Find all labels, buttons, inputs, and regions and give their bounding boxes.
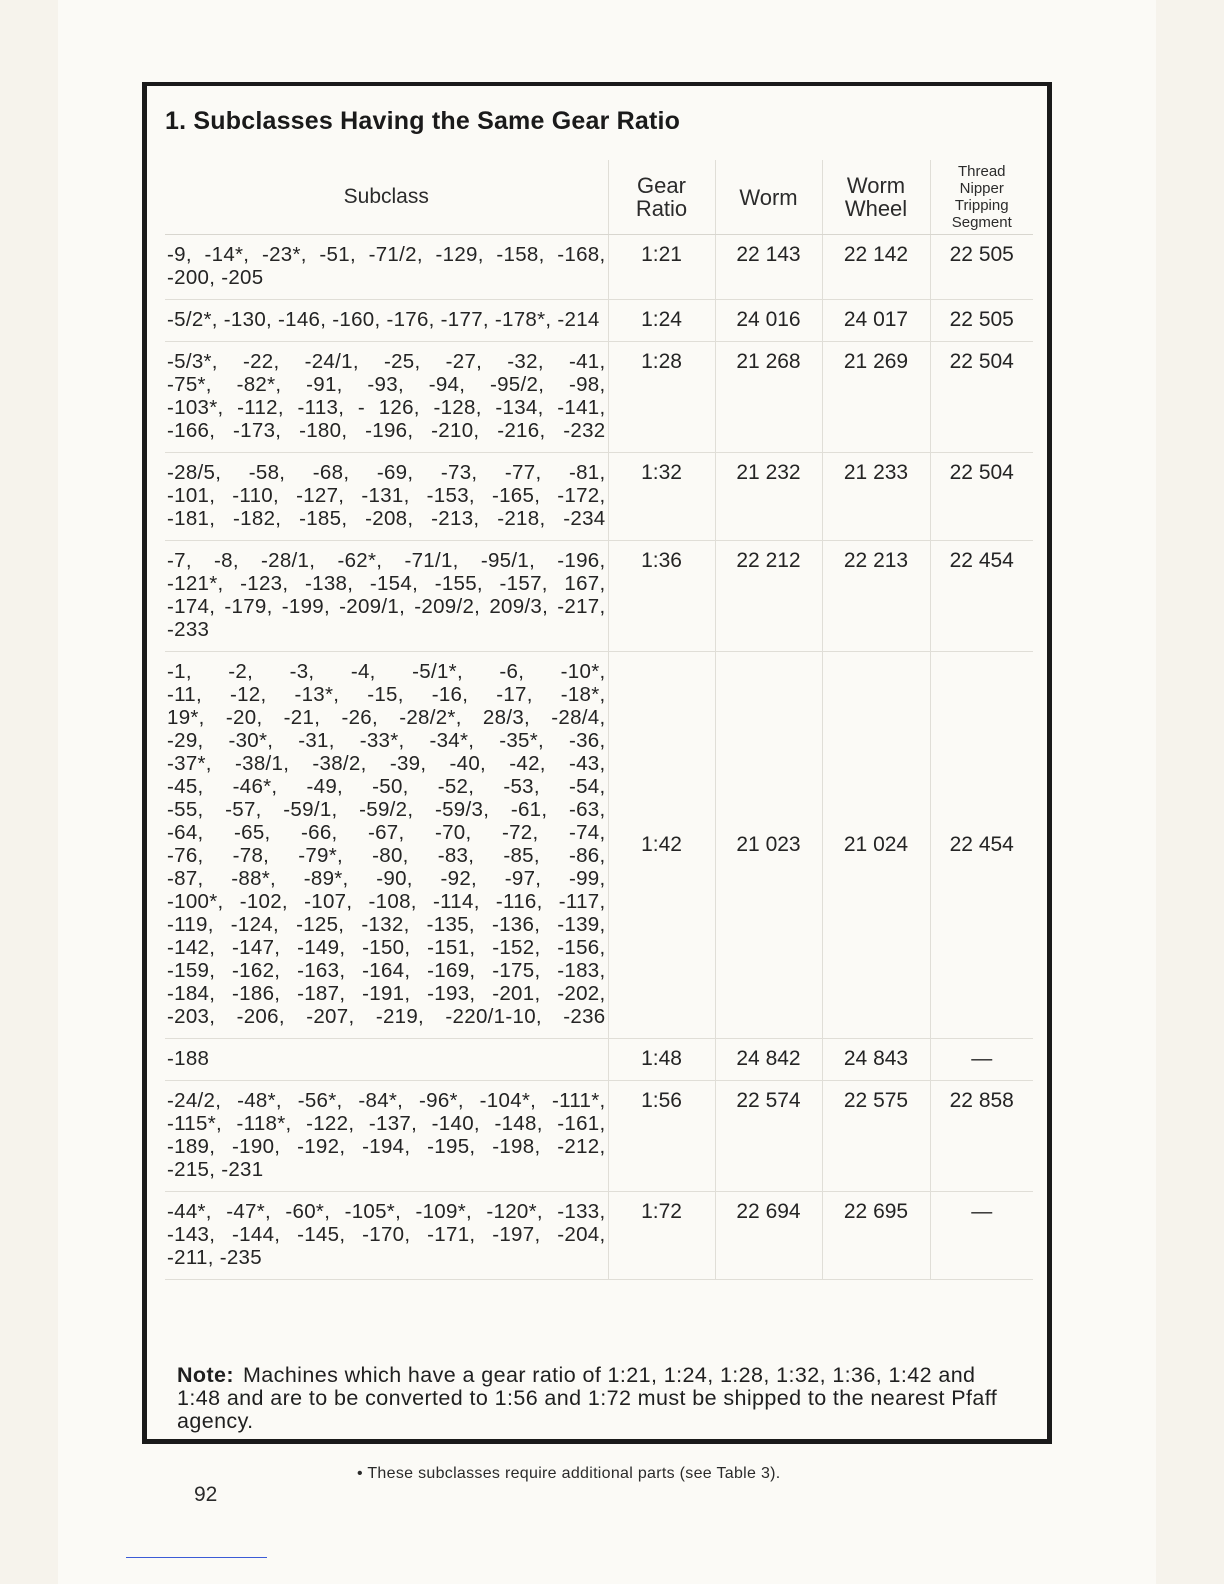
segment-cell: 22 505	[930, 235, 1033, 300]
table-row	[165, 235, 1033, 300]
subclass-line: -37*, -38/1, -38/2, -39, -40, -42, -43,	[167, 752, 606, 775]
subclass-line: -121*, -123, -138, -154, -155, -157, 167,	[167, 572, 606, 595]
subclass-line: -181, -182, -185, -208, -213, -218, -234	[167, 507, 606, 530]
worm-cell: 24 016	[715, 300, 822, 342]
worm-cell: 22 143	[715, 235, 822, 300]
table-row	[165, 1039, 1033, 1081]
subclass-cell	[165, 300, 608, 342]
gear-ratio-cell: 1:48	[608, 1039, 715, 1081]
gear-ratio-cell: 1:28	[608, 342, 715, 453]
gear-ratio-cell: 1:72	[608, 1192, 715, 1280]
subclass-line: -188	[167, 1047, 210, 1070]
subclass-line: -28/5, -58, -68, -69, -73, -77, -81,	[167, 461, 606, 484]
worm-wheel-cell: 22 213	[822, 541, 930, 652]
worm-cell: 22 694	[715, 1192, 822, 1280]
gear-ratio-table	[165, 160, 1033, 1280]
page-number: 92	[194, 1483, 218, 1506]
worm-wheel-cell: 22 142	[822, 235, 930, 300]
header-gear-ratio-line: Gear	[637, 173, 686, 198]
subclass-line: -142, -147, -149, -150, -151, -152, -156,	[167, 936, 606, 959]
subclass-line: -29, -30*, -31, -33*, -34*, -35*, -36,	[167, 729, 606, 752]
segment-cell: —	[930, 1039, 1033, 1081]
subclass-line: -159, -162, -163, -164, -169, -175, -183,	[167, 959, 606, 982]
subclass-line: -5/3*, -22, -24/1, -25, -27, -32, -41,	[167, 350, 606, 373]
header-worm-wheel	[822, 160, 930, 235]
segment-cell: 22 454	[930, 541, 1033, 652]
subclass-line: -7, -8, -28/1, -62*, -71/1, -95/1, -196,	[167, 549, 606, 572]
header-segment-line: Nipper	[959, 180, 1004, 197]
subclass-line: -9, -14*, -23*, -51, -71/2, -129, -158, -168,	[167, 243, 606, 266]
subclass-line: -215, -231	[167, 1158, 264, 1181]
subclass-line: -75*, -82*, -91, -93, -94, -95/2, -98,	[167, 373, 606, 396]
subclass-line: -101, -110, -127, -131, -153, -165, -172,	[167, 484, 606, 507]
subclass-line: -87, -88*, -89*, -90, -92, -97, -99,	[167, 867, 606, 890]
header-gear-ratio-line: Ratio	[635, 196, 688, 221]
subclass-cell	[165, 1081, 608, 1192]
segment-cell: —	[930, 1192, 1033, 1280]
worm-cell: 21 023	[715, 652, 822, 1039]
worm-cell: 21 232	[715, 453, 822, 541]
subclass-line: -115*, -118*, -122, -137, -140, -148, -161,	[167, 1112, 606, 1135]
subclass-cell	[165, 652, 608, 1039]
section-title: 1. Subclasses Having the Same Gear Ratio	[165, 107, 681, 135]
header-segment-line: Thread	[957, 163, 1006, 180]
worm-wheel-cell: 22 575	[822, 1081, 930, 1192]
subclass-line: -24/2, -48*, -56*, -84*, -96*, -104*, -111*,	[167, 1089, 606, 1112]
subclass-line: -5/2*, -130, -146, -160, -176, -177, -178*, -214	[167, 308, 600, 331]
header-segment	[930, 160, 1033, 235]
table-row	[165, 652, 1033, 1039]
gear-ratio-cell: 1:32	[608, 453, 715, 541]
subclass-line: -200, -205	[167, 266, 264, 289]
footnote: • These subclasses require additional parts (see Table 3).	[357, 1465, 781, 1482]
gear-ratio-cell: 1:56	[608, 1081, 715, 1192]
subclass-line: -203, -206, -207, -219, -220/1-10, -236	[167, 1005, 606, 1028]
worm-wheel-cell: 21 269	[822, 342, 930, 453]
bottom-rule	[126, 1557, 267, 1558]
subclass-line: -184, -186, -187, -191, -193, -201, -202,	[167, 982, 606, 1005]
table-row	[165, 300, 1033, 342]
header-subclass: Subclass	[165, 160, 608, 235]
table-row	[165, 1081, 1033, 1192]
subclass-line: -233	[167, 618, 210, 641]
subclass-cell	[165, 1192, 608, 1280]
worm-wheel-cell: 21 233	[822, 453, 930, 541]
subclass-line: -143, -144, -145, -170, -171, -197, -204,	[167, 1223, 606, 1246]
header-segment-line: Tripping	[954, 197, 1009, 214]
table-row	[165, 541, 1033, 652]
table-row	[165, 1192, 1033, 1280]
subclass-line: -55, -57, -59/1, -59/2, -59/3, -61, -63,	[167, 798, 606, 821]
segment-cell: 22 504	[930, 453, 1033, 541]
segment-cell: 22 505	[930, 300, 1033, 342]
subclass-line: -189, -190, -192, -194, -195, -198, -212,	[167, 1135, 606, 1158]
worm-cell: 22 212	[715, 541, 822, 652]
note	[177, 1364, 1025, 1433]
worm-wheel-cell: 22 695	[822, 1192, 930, 1280]
subclass-line: -1, -2, -3, -4, -5/1*, -6, -10*,	[167, 660, 606, 683]
worm-cell: 22 574	[715, 1081, 822, 1192]
subclass-cell	[165, 541, 608, 652]
header-gear-ratio	[608, 160, 715, 235]
segment-cell: 22 504	[930, 342, 1033, 453]
subclass-line: -103*, -112, -113, - 126, -128, -134, -141,	[167, 396, 606, 419]
subclass-line: -211, -235	[167, 1246, 262, 1269]
subclass-line: -119, -124, -125, -132, -135, -136, -139,	[167, 913, 606, 936]
worm-cell: 24 842	[715, 1039, 822, 1081]
table-row	[165, 342, 1033, 453]
worm-cell: 21 268	[715, 342, 822, 453]
note-text: Machines which have a gear ratio of 1:21, 1:24, 1:28, 1:32, 1:36, 1:42 and 1:48 and are to be converted to 1:56 and 1:72 must be shipped to the nearest Pfaff agency.	[177, 1363, 998, 1433]
subclass-line: 19*, -20, -21, -26, -28/2*, 28/3, -28/4,	[167, 706, 606, 729]
header-worm: Worm	[715, 160, 822, 235]
subclass-line: -11, -12, -13*, -15, -16, -17, -18*,	[167, 683, 606, 706]
subclass-line: -174, -179, -199, -209/1, -209/2, 209/3, -217,	[167, 595, 606, 618]
segment-cell: 22 858	[930, 1081, 1033, 1192]
worm-wheel-cell: 24 843	[822, 1039, 930, 1081]
gear-ratio-cell: 1:21	[608, 235, 715, 300]
subclass-line: -100*, -102, -107, -108, -114, -116, -117,	[167, 890, 606, 913]
table-header-row	[165, 160, 1033, 235]
header-worm-wheel-line: Wheel	[844, 196, 908, 221]
note-label: Note:	[177, 1363, 234, 1387]
table-body	[165, 235, 1033, 1280]
subclass-line: -76, -78, -79*, -80, -83, -85, -86,	[167, 844, 606, 867]
subclass-cell	[165, 453, 608, 541]
subclass-line: -45, -46*, -49, -50, -52, -53, -54,	[167, 775, 606, 798]
worm-wheel-cell: 21 024	[822, 652, 930, 1039]
header-worm-wheel-line: Worm	[846, 173, 906, 198]
segment-cell: 22 454	[930, 652, 1033, 1039]
subclass-cell	[165, 235, 608, 300]
subclass-line: -166, -173, -180, -196, -210, -216, -232	[167, 419, 606, 442]
gear-ratio-cell: 1:36	[608, 541, 715, 652]
subclass-cell	[165, 342, 608, 453]
table-row	[165, 453, 1033, 541]
gear-ratio-cell: 1:24	[608, 300, 715, 342]
subclass-cell	[165, 1039, 608, 1081]
gear-ratio-cell: 1:42	[608, 652, 715, 1039]
worm-wheel-cell: 24 017	[822, 300, 930, 342]
subclass-line: -44*, -47*, -60*, -105*, -109*, -120*, -133,	[167, 1200, 606, 1223]
header-segment-line: Segment	[951, 214, 1012, 231]
subclass-line: -64, -65, -66, -67, -70, -72, -74,	[167, 821, 606, 844]
